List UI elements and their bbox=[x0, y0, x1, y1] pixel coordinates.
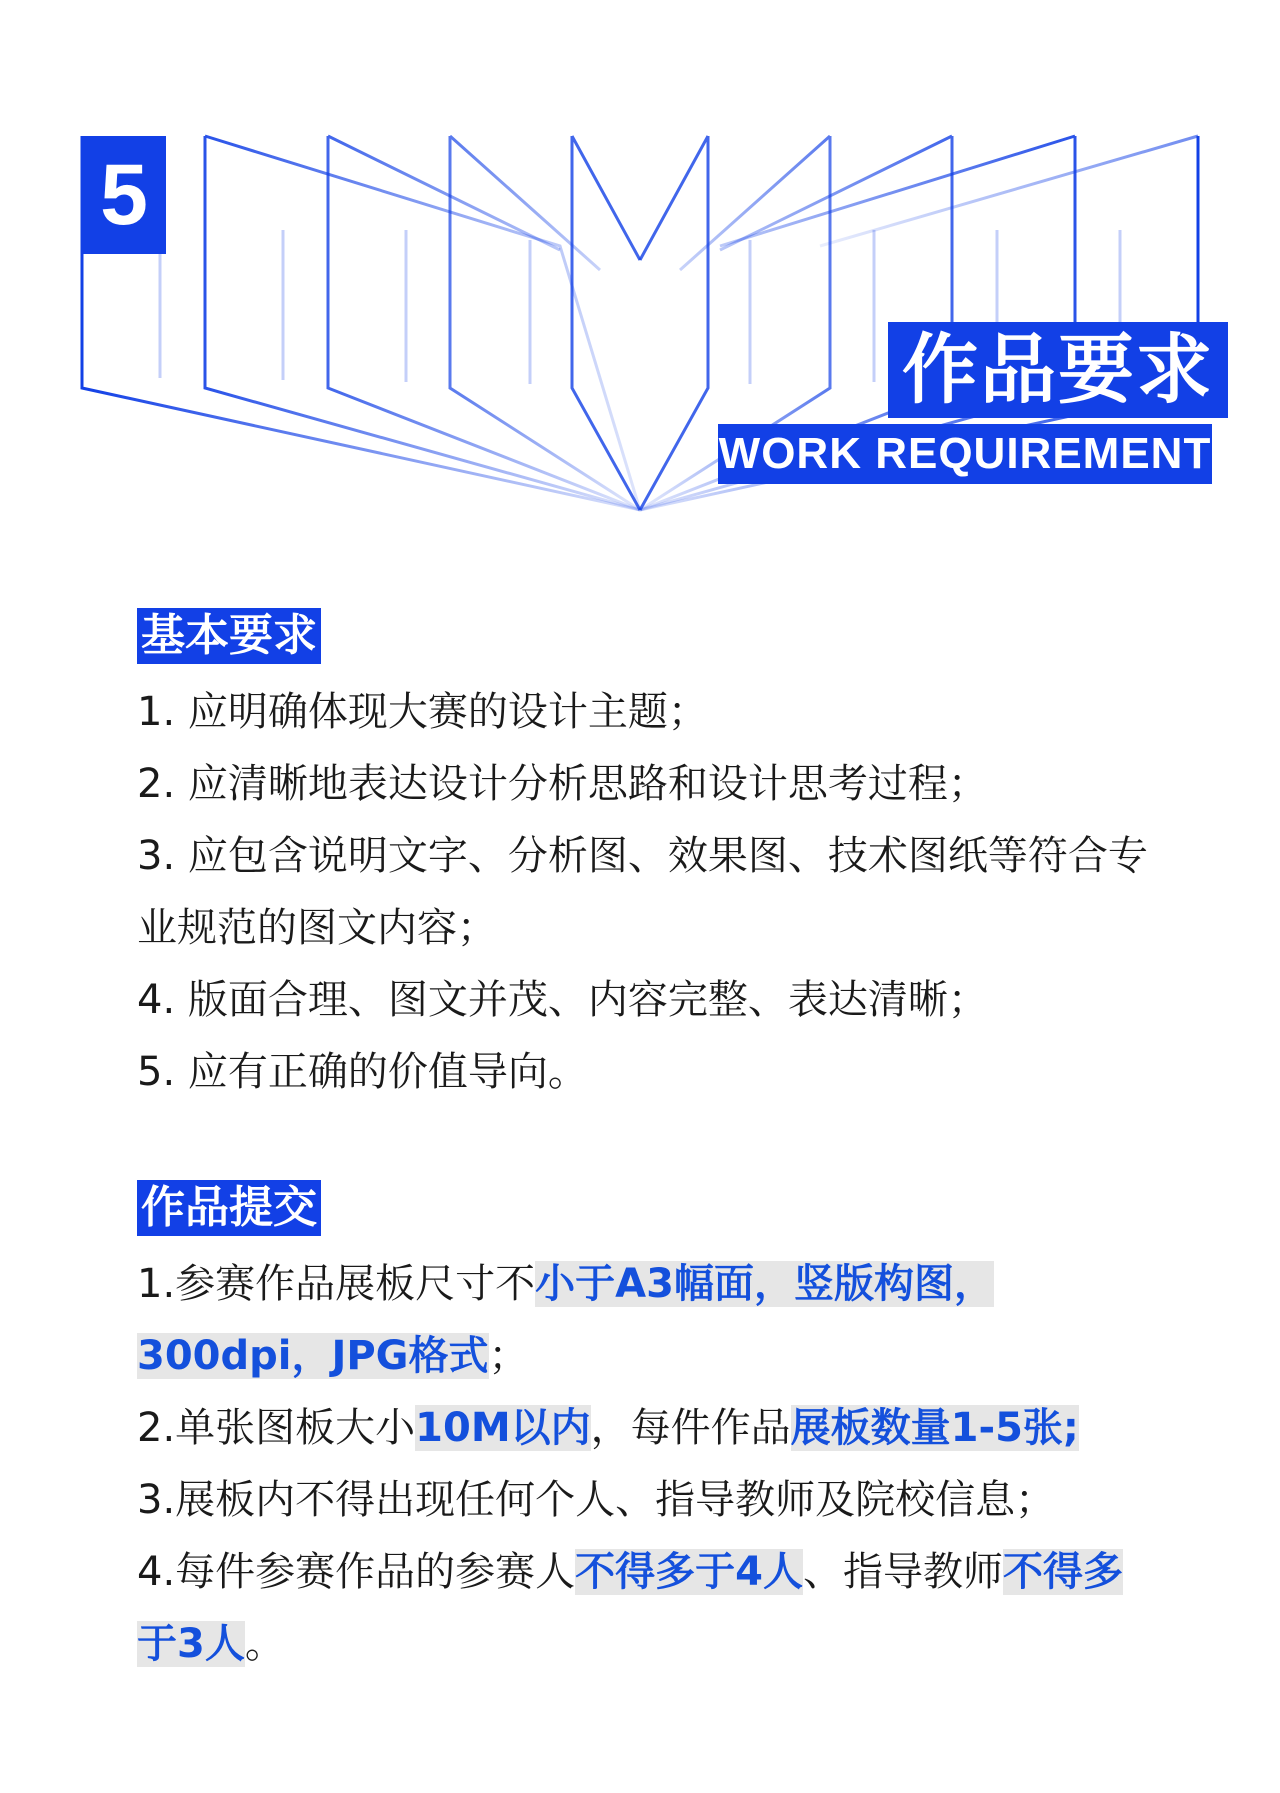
basic-requirements-list bbox=[137, 676, 1157, 1108]
list-item: 2. 应清晰地表达设计分析思路和设计思考过程； bbox=[137, 761, 988, 807]
item-text: ，每件作品 bbox=[590, 1405, 791, 1451]
highlight-text: 展板数量1-5张; bbox=[790, 1405, 1079, 1451]
item-text: 1.参赛作品展板尺寸不 bbox=[137, 1261, 536, 1307]
list-item bbox=[137, 1392, 1157, 1464]
item-text: 、指导教师 bbox=[803, 1549, 1004, 1595]
list-item: 4. 版面合理、图文并茂、内容完整、表达清晰； bbox=[137, 977, 988, 1023]
list-item bbox=[137, 1248, 1157, 1392]
submission-list bbox=[137, 1248, 1157, 1680]
section-number: 5 bbox=[82, 136, 166, 254]
item-text: 2.单张图板大小 bbox=[137, 1405, 416, 1451]
list-item bbox=[137, 1536, 1157, 1680]
section-heading-submission: 作品提交 bbox=[137, 1180, 321, 1236]
item-text: 4.每件参赛作品的参赛人 bbox=[137, 1549, 576, 1595]
page-title: 作品要求 bbox=[888, 322, 1228, 418]
item-text: ； bbox=[488, 1333, 529, 1379]
page-subtitle: WORK REQUIREMENT bbox=[718, 424, 1212, 484]
list-item: 3. 应包含说明文字、分析图、效果图、技术图纸等符合专业规范的图文内容； bbox=[137, 833, 1148, 951]
highlight-text: 不得多于3人 bbox=[137, 1549, 1124, 1667]
highlight-text: 10M以内 bbox=[415, 1405, 591, 1451]
list-item: 3.展板内不得出现任何个人、指导教师及院校信息； bbox=[137, 1477, 1056, 1523]
highlight-text: 小于A3幅面，竖版构图，300dpi，JPG格式 bbox=[137, 1261, 994, 1379]
list-item: 1. 应明确体现大赛的设计主题； bbox=[137, 689, 708, 735]
highlight-text: 不得多于4人 bbox=[575, 1549, 804, 1595]
item-text: 。 bbox=[244, 1621, 285, 1667]
list-item: 5. 应有正确的价值导向。 bbox=[137, 1049, 588, 1095]
section-heading-basic: 基本要求 bbox=[137, 608, 321, 664]
